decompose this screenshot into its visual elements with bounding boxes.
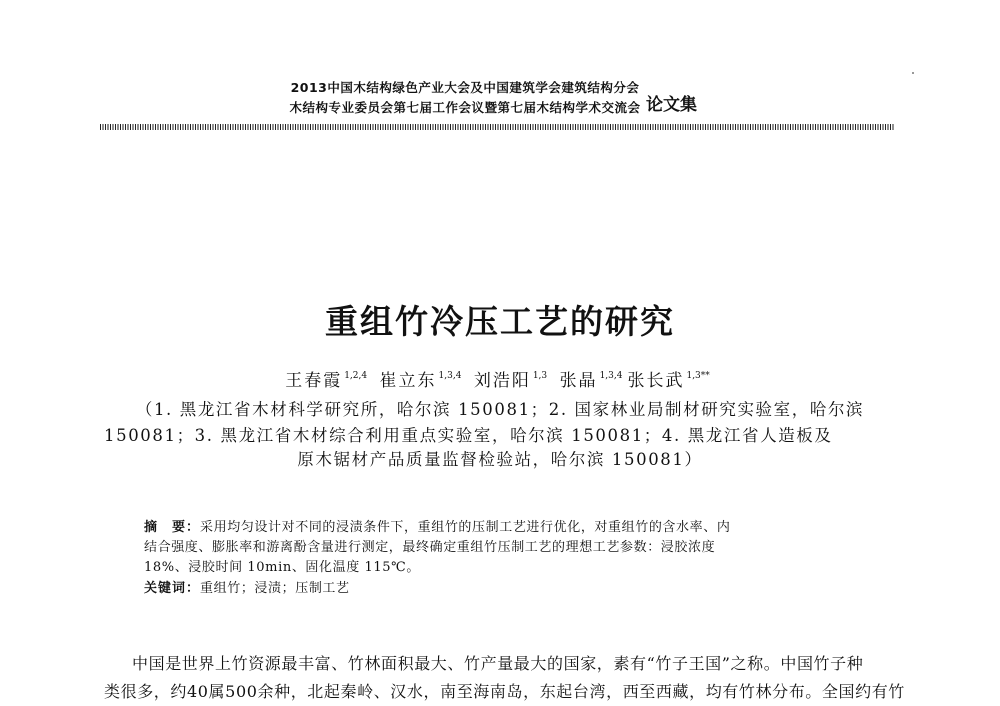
author-list (0, 366, 1000, 391)
body-line: 中国是世界上竹资源最丰富、竹林面积最大、竹产量最大的国家，素有“竹子王国”之称。中国竹子种 (132, 654, 864, 673)
keywords-line (144, 579, 864, 599)
keywords-label: 关键词： (144, 581, 201, 596)
paper-title: 重组竹冷压工艺的研究 (325, 302, 675, 341)
abstract-text: 采用均匀设计对不同的浸渍条件下，重组竹的压制工艺进行优化，对重组竹的含水率、内 (200, 520, 731, 535)
author-name: 刘浩阳 (473, 371, 531, 391)
author-affiliation-marker: 1,3,4 (438, 371, 462, 381)
author-name: 张晶 (559, 371, 598, 391)
body-line: 类很多，约40属500余种，北起秦岭、汉水，南至海南岛，东起台湾，西至西藏，均有竹林分布。全国约有竹 (104, 682, 905, 701)
abstract-block (144, 518, 864, 599)
running-header (100, 72, 895, 132)
author-name: 张长武 (627, 371, 685, 391)
abstract-line: 结合强度、膨胀率和游离酚含量进行测定，最终确定重组竹压制工艺的理想工艺参数：浸胶浓度 (144, 540, 716, 555)
abstract-label: 摘 要： (144, 520, 201, 535)
abstract-line (144, 518, 864, 538)
proceedings-label: 论文集 (646, 95, 697, 115)
author-affiliation-marker: 1,3** (686, 371, 710, 381)
author-name: 崔立东 (379, 371, 437, 391)
abstract-line: 18%、浸胶时间 10min、固化温度 115℃。 (144, 560, 420, 575)
body-paragraph (104, 650, 904, 706)
conference-name-line-2: 木结构专业委员会第七届工作会议暨第七届木结构学术交流会 (289, 100, 641, 115)
author-name: 王春霞 (285, 371, 343, 391)
author-affiliation-marker: 1,2,4 (344, 371, 368, 381)
conference-name-line-1: 2013中国木结构绿色产业大会及中国建筑学会建筑结构分会 (290, 80, 640, 95)
scan-speck (912, 72, 914, 74)
keywords-text: 重组竹；浸渍；压制工艺 (200, 581, 350, 596)
affiliation-line-3: 原木锯材产品质量监督检验站，哈尔滨 150081） (297, 450, 703, 469)
author-affiliation-marker: 1,3,4 (599, 371, 623, 381)
author-affiliation-marker: 1,3 (532, 371, 548, 381)
affiliation-line-2: 150081；3. 黑龙江省木材综合利用重点实验室，哈尔滨 150081；4. 黑龙江省人造板及 (104, 426, 833, 445)
header-rule-divider (100, 124, 895, 130)
affiliation-line-1: （1. 黑龙江省木材科学研究所，哈尔滨 150081；2. 国家林业局制材研究实验室，哈尔滨 (135, 400, 865, 419)
